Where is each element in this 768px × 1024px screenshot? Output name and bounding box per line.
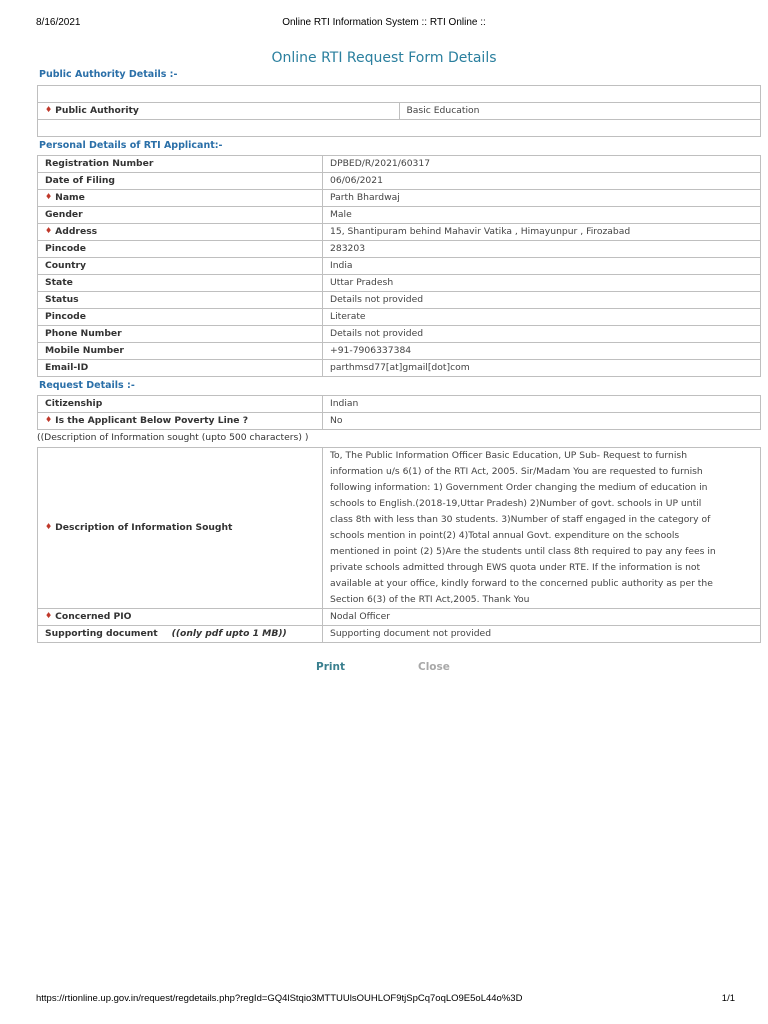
section-public-authority: Public Authority Details :-: [39, 69, 178, 80]
field-value: Indian: [323, 396, 761, 413]
field-label: ♦ Concerned PIO: [38, 609, 323, 626]
required-icon: ♦: [45, 611, 53, 620]
field-value: Nodal Officer: [323, 609, 761, 626]
field-value: India: [323, 258, 761, 275]
print-page-title: Online RTI Information System :: RTI Online ::: [282, 17, 486, 28]
field-label: Pincode: [38, 309, 323, 326]
spacer-row: [38, 120, 761, 137]
table-row: [38, 173, 761, 190]
description-line: mentioned in point (2) 5)Are the students until class 8th required to pay any fees in: [330, 546, 716, 557]
print-header: [0, 17, 768, 31]
field-label: ♦ Description of Information Sought: [38, 448, 323, 609]
table-row: [38, 309, 761, 326]
required-icon: ♦: [45, 105, 53, 114]
public-authority-table: [37, 85, 761, 137]
description-line: schools to English.(2018-19,Uttar Pradesh) 2)Number of govt. schools in UP until: [330, 498, 702, 509]
field-value: +91-7906337384: [323, 343, 761, 360]
required-icon: ♦: [45, 415, 53, 424]
field-value: DPBED/R/2021/60317: [323, 156, 761, 173]
description-line: Section 6(3) of the RTI Act,2005. Thank You: [330, 594, 530, 605]
field-value: Details not provided: [323, 326, 761, 343]
table-row: [38, 275, 761, 292]
table-row: [38, 103, 761, 120]
field-label: ♦ Public Authority: [38, 103, 400, 120]
field-label: Date of Filing: [38, 173, 323, 190]
field-value: Parth Bhardwaj: [323, 190, 761, 207]
table-row: [38, 609, 761, 626]
field-value: Male: [323, 207, 761, 224]
field-label: Supporting document ((only pdf upto 1 MB)): [38, 626, 323, 643]
description-line: schools mention in point(2) 4)Total annual Govt. expenditure on the schools: [330, 530, 680, 541]
field-label: Country: [38, 258, 323, 275]
table-row: [38, 241, 761, 258]
field-value: No: [323, 413, 761, 430]
description-line: following information: 1) Government Order changing the medium of education in: [330, 482, 708, 493]
form-title: Online RTI Request Form Details: [271, 50, 497, 66]
field-label: ♦ Is the Applicant Below Poverty Line ?: [38, 413, 323, 430]
field-value: Basic Education: [399, 103, 761, 120]
personal-details-table: [37, 155, 761, 377]
print-button[interactable]: Print: [316, 661, 345, 673]
required-icon: ♦: [45, 226, 53, 235]
table-row: [38, 343, 761, 360]
field-label: Citizenship: [38, 396, 323, 413]
pdf-size-note: ((only pdf upto 1 MB)): [171, 628, 287, 639]
field-value: Uttar Pradesh: [323, 275, 761, 292]
table-row: [38, 190, 761, 207]
description-line: information u/s 6(1) of the RTI Act, 2005. Sir/Madam You are requested to furnish: [330, 466, 703, 477]
table-row: [38, 292, 761, 309]
request-description-table: [37, 447, 761, 643]
table-row: [38, 224, 761, 241]
section-request-details: Request Details :-: [39, 380, 135, 391]
field-label: Mobile Number: [38, 343, 323, 360]
print-page-number: 1/1: [721, 993, 735, 1004]
table-row: [38, 396, 761, 413]
description-line: private schools admitted through EWS quota under RTE. If the information is not: [330, 562, 701, 573]
field-value: 283203: [323, 241, 761, 258]
field-label: ♦ Name: [38, 190, 323, 207]
required-icon: ♦: [45, 522, 53, 531]
table-row: [38, 413, 761, 430]
field-label: Gender: [38, 207, 323, 224]
table-row: [38, 360, 761, 377]
print-date: 8/16/2021: [36, 17, 81, 28]
section-personal-details: Personal Details of RTI Applicant:-: [39, 140, 223, 151]
field-label: ♦ Address: [38, 224, 323, 241]
table-row: [38, 626, 761, 643]
table-row: [38, 207, 761, 224]
request-details-table: [37, 395, 761, 430]
field-value: 06/06/2021: [323, 173, 761, 190]
description-text: [323, 448, 761, 609]
table-row: [38, 258, 761, 275]
field-value: Details not provided: [323, 292, 761, 309]
field-value: parthmsd77[at]gmail[dot]com: [323, 360, 761, 377]
description-note: ((Description of Information sought (upto 500 characters) ): [37, 432, 309, 443]
print-url: https://rtionline.up.gov.in/request/regdetails.php?regId=GQ4lStqio3MTTUUlsOUHLOF9tjSpCq7oqLO9E5oL44o%3D: [36, 993, 523, 1004]
field-label: Phone Number: [38, 326, 323, 343]
field-label: Email-ID: [38, 360, 323, 377]
description-line: To, The Public Information Officer Basic Education, UP Sub- Request to furnish: [330, 450, 688, 461]
description-line: class 8th with less than 30 students. 3)Number of staff engaged in the category of: [330, 514, 711, 525]
description-line: available at your office, kindly forward to the concerned public authority as per the: [330, 578, 713, 589]
field-value: 15, Shantipuram behind Mahavir Vatika , Himayunpur , Firozabad: [323, 224, 761, 241]
required-icon: ♦: [45, 192, 53, 201]
field-label: Pincode: [38, 241, 323, 258]
close-button[interactable]: Close: [418, 661, 450, 673]
table-row: [38, 326, 761, 343]
field-label: Registration Number: [38, 156, 323, 173]
table-row: [38, 448, 761, 609]
table-row: [38, 156, 761, 173]
field-value: Literate: [323, 309, 761, 326]
field-label: State: [38, 275, 323, 292]
spacer-row: [38, 86, 761, 103]
field-label: Status: [38, 292, 323, 309]
field-value: Supporting document not provided: [323, 626, 761, 643]
